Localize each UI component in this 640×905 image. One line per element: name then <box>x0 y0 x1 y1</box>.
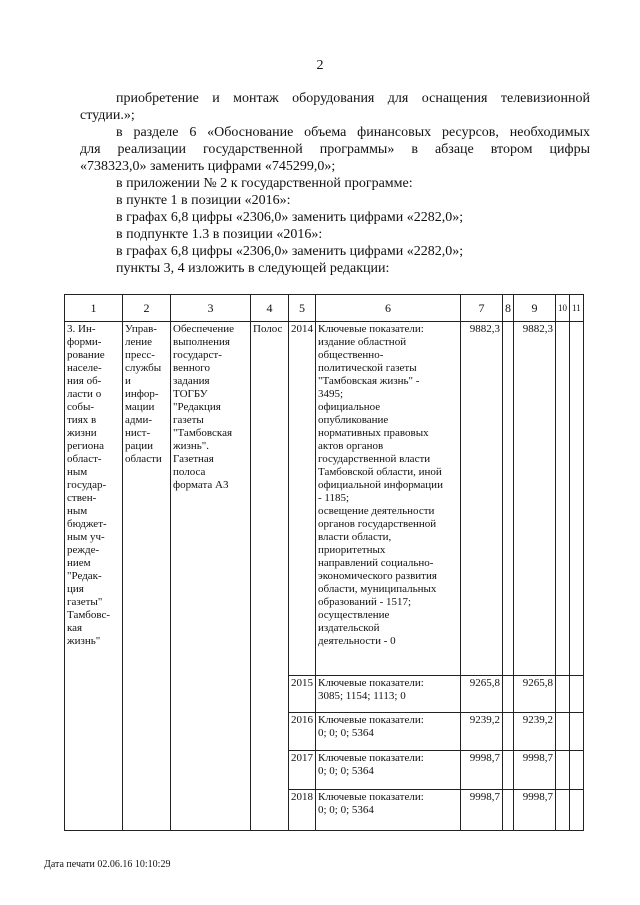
text-line: в пункте 1 в позиции «2016»: <box>116 193 291 208</box>
year-cell: 2017 <box>289 751 316 790</box>
year-cell: 2014 <box>289 322 316 676</box>
column-header: 1 <box>65 295 123 322</box>
value-cell: 9239,2 <box>461 713 503 751</box>
value-cell: 9239,2 <box>514 713 556 751</box>
text-line: приобретение и монтаж оборудования для оснащения телевизионной <box>116 91 590 106</box>
executor-cell: Управ- ление пресс- службы и инфор- мации адми- нист- рации области <box>123 322 171 831</box>
value-cell <box>503 322 514 676</box>
column-header: 2 <box>123 295 171 322</box>
text-line: пункты 3, 4 изложить в следующей редакции: <box>116 261 390 276</box>
program-table <box>64 294 584 831</box>
value-cell <box>570 322 584 676</box>
value-cell: 9265,8 <box>514 676 556 713</box>
value-cell: 9882,3 <box>514 322 556 676</box>
indicators-cell: Ключевые показатели: издание областной общественно- политической газеты "Тамбовская жизнь" - 3495; официальное опубликование нормативных правовых актов органов государственной власти Тамбовской области, иной официальной информации - 1185; освещение деятельности органов государственной власти области, приоритетных направлений социально- экономического развития области, муниципальных образований - 1517; осуществление издательской деятельности - 0 <box>316 322 461 676</box>
column-header: 9 <box>514 295 556 322</box>
column-header: 4 <box>251 295 289 322</box>
value-cell: 9998,7 <box>514 751 556 790</box>
column-header: 7 <box>461 295 503 322</box>
value-cell <box>570 676 584 713</box>
text-line: в графах 6,8 цифры «2306,0» заменить цифрами «2282,0»; <box>116 244 464 259</box>
year-cell: 2018 <box>289 790 316 831</box>
value-cell <box>556 676 570 713</box>
text-line: в подпункте 1.3 в позиции «2016»: <box>116 227 323 242</box>
value-cell <box>503 713 514 751</box>
column-header: 10 <box>556 295 570 322</box>
value-cell <box>556 790 570 831</box>
value-cell <box>556 751 570 790</box>
value-cell <box>503 751 514 790</box>
indicators-cell: Ключевые показатели: 0; 0; 0; 5364 <box>316 713 461 751</box>
value-cell: 9998,7 <box>514 790 556 831</box>
text-line: студии.»; <box>80 108 135 123</box>
text-line: в приложении № 2 к государственной программе: <box>116 176 413 191</box>
column-header: 6 <box>316 295 461 322</box>
value-cell <box>556 713 570 751</box>
value-cell <box>570 751 584 790</box>
indicators-cell: Ключевые показатели: 0; 0; 0; 5364 <box>316 790 461 831</box>
value-cell: 9265,8 <box>461 676 503 713</box>
text-line: в разделе 6 «Обоснование объема финансовых ресурсов, необходимых <box>116 125 590 140</box>
text-line: «738323,0» заменить цифрами «745299,0»; <box>80 159 336 174</box>
value-cell: 9998,7 <box>461 790 503 831</box>
value-cell: 9882,3 <box>461 322 503 676</box>
value-cell <box>570 713 584 751</box>
value-cell: 9998,7 <box>461 751 503 790</box>
column-header: 11 <box>570 295 584 322</box>
measure-cell: 3. Ин- форми- рование населе- ния об- ласти о собы- тиях в жизни региона област- ным государ- ствен- ным бюджет- ным уч- режде- нием "Редак- ция газеты" Тамбовс- кая жизнь" <box>65 322 123 831</box>
print-date: Дата печати 02.06.16 10:10:29 <box>44 859 171 870</box>
indicators-cell: Ключевые показатели: 0; 0; 0; 5364 <box>316 751 461 790</box>
year-cell: 2015 <box>289 676 316 713</box>
value-cell <box>570 790 584 831</box>
column-header: 5 <box>289 295 316 322</box>
indicators-cell: Ключевые показатели: 3085; 1154; 1113; 0 <box>316 676 461 713</box>
table-row <box>65 322 584 676</box>
text-line: для реализации государственной программы» в абзаце втором цифры <box>80 142 590 157</box>
column-header: 8 <box>503 295 514 322</box>
value-cell <box>503 676 514 713</box>
page-number: 2 <box>316 58 324 73</box>
value-cell <box>556 322 570 676</box>
text-line: в графах 6,8 цифры «2306,0» заменить цифрами «2282,0»; <box>116 210 464 225</box>
value-cell <box>503 790 514 831</box>
unit-cell: Полос <box>251 322 289 831</box>
task-cell: Обеспечение выполнения государст- венного задания ТОГБУ "Редакция газеты "Тамбовская жизнь". Газетная полоса формата А3 <box>171 322 251 831</box>
table-header-row <box>65 295 584 322</box>
column-header: 3 <box>171 295 251 322</box>
year-cell: 2016 <box>289 713 316 751</box>
